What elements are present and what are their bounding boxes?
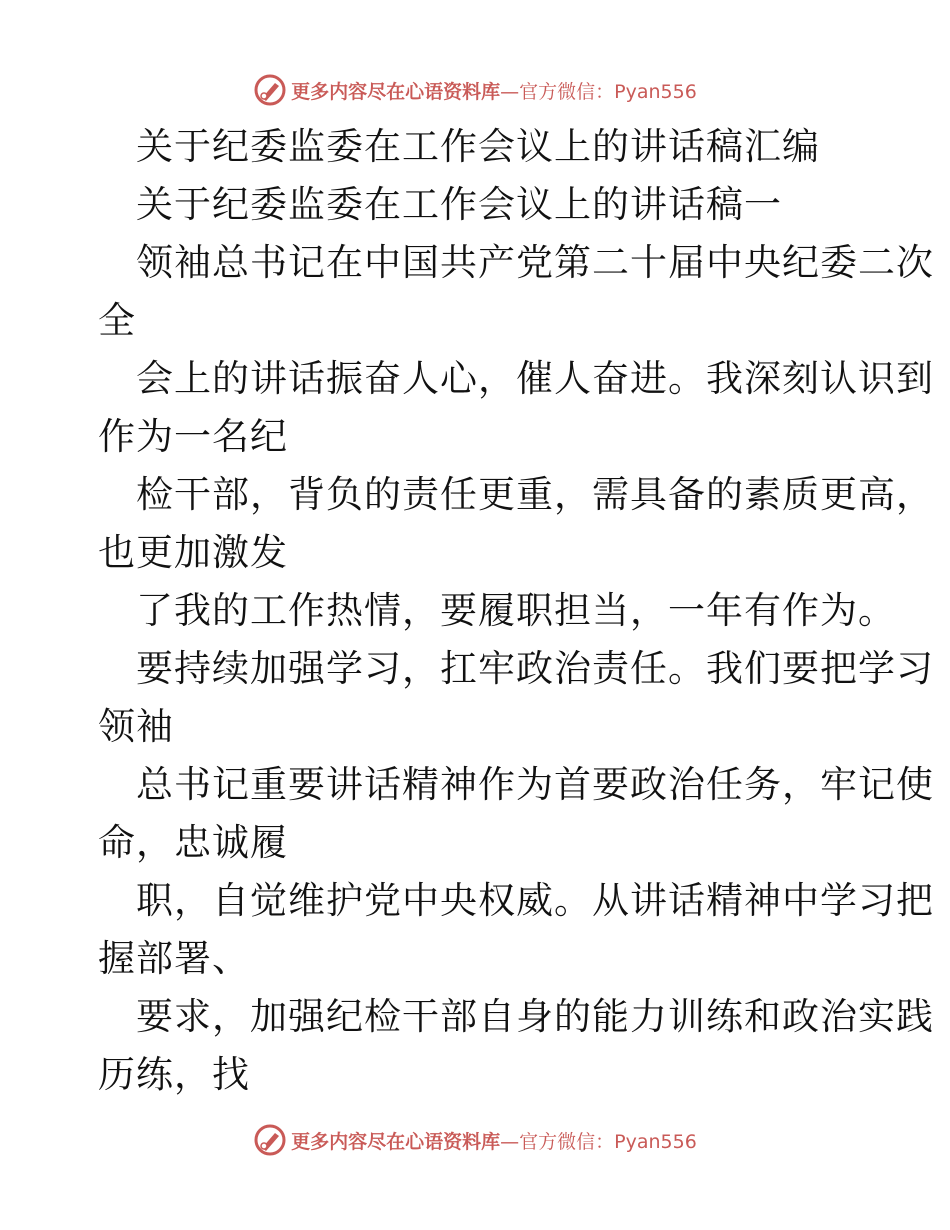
watermark-contact-text: —官方微信：Pyan556: [500, 80, 697, 103]
paragraph-line: 领袖总书记在中国共产党第二十届中央纪委二次: [136, 241, 934, 284]
paragraph-line: 会上的讲话振奋人心，催人奋进。我深刻认识到: [136, 357, 934, 400]
watermark-main-text: 更多内容尽在心语资料库: [291, 80, 501, 103]
paragraph-line: 作为一名纪: [98, 415, 288, 458]
paragraph-line: 握部署、: [98, 937, 250, 980]
pen-nib-logo-icon: [253, 73, 287, 107]
paragraph-line: 也更加激发: [98, 531, 288, 574]
paragraph-line: 检干部，背负的责任更重，需具备的素质更高，: [136, 473, 934, 516]
paragraph-line: 命，忠诚履: [98, 821, 288, 864]
document-subtitle: 关于纪委监委在工作会议上的讲话稿一: [136, 183, 782, 226]
watermark-contact-text: —官方微信：Pyan556: [500, 1130, 697, 1153]
footer-watermark-banner: [0, 1120, 950, 1160]
pen-nib-logo-icon: [253, 1123, 287, 1157]
document-body: [98, 118, 934, 1104]
document-title: 关于纪委监委在工作会议上的讲话稿汇编: [136, 125, 820, 168]
paragraph-line: 了我的工作热情，要履职担当，一年有作为。: [136, 589, 896, 632]
paragraph-line: 全: [98, 299, 136, 342]
paragraph-line: 历练，找: [98, 1053, 250, 1096]
paragraph-line: 总书记重要讲话精神作为首要政治任务，牢记使: [136, 763, 934, 806]
paragraph-line: 领袖: [98, 705, 174, 748]
header-watermark-banner: [0, 70, 950, 110]
paragraph-line: 职，自觉维护党中央权威。从讲话精神中学习把: [136, 879, 934, 922]
paragraph-line: 要持续加强学习，扛牢政治责任。我们要把学习: [136, 647, 934, 690]
watermark-main-text: 更多内容尽在心语资料库: [291, 1130, 501, 1153]
paragraph-line: 要求，加强纪检干部自身的能力训练和政治实践: [136, 995, 934, 1038]
